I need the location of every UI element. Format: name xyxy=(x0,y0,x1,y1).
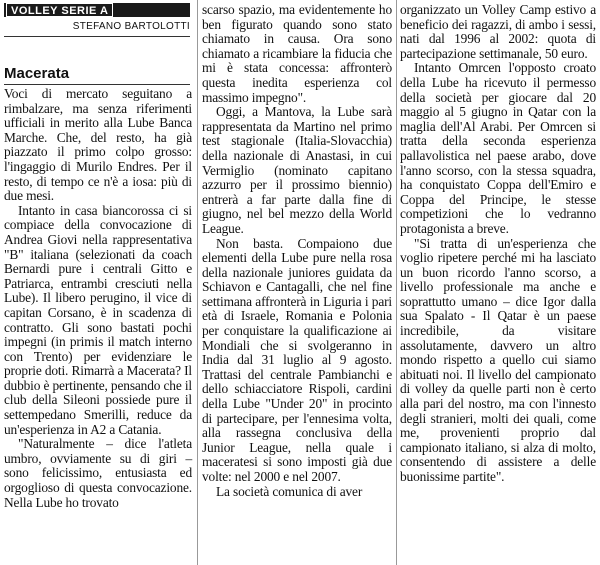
section-header-bar xyxy=(4,3,190,17)
column-1 xyxy=(4,87,192,510)
paragraph: organizzato un Volley Camp estivo a beneficio dei ragazzi, di ambo i sessi, nati dal 1996 al 2002: quota di partecipazione settimanale, 50 euro. xyxy=(400,2,596,61)
paragraph: Non basta. Compaiono due elementi della Lube pure nella rosa della nazionale juniores guidata da Schiavon e Cantagalli, che nel fine settimana affronterà in Liguria i pari età di Israele, Romania e Polonia per conquistare la qualificazione ai Mondiali che si svolgeranno in India dal 31 luglio al 9 agosto. Trattasi del centrale Pambianchi e dello schiacciatore Rispoli, cardini della Lube "Under 20" in procinto di partecipare, per l'ennesima volta, alla rassegna conclusiva della Junior League, nella quale i maceratesi si sono imposti già due volte: nel 2000 e nel 2007. xyxy=(202,235,392,484)
header-rule xyxy=(4,36,190,37)
column-divider xyxy=(396,0,397,565)
paragraph: Oggi, a Mantova, la Lube sarà rappresentata da Martino nel primo test stagionale (Italia-Slovacchia) della nazionale di Anastasi, in cui Vermiglio (nominato capitano azzurro per il prossimo biennio) entrerà a far parte dalla fine di giugno, nel bel mezzo della World League. xyxy=(202,104,392,236)
paragraph: "Si tratta di un'esperienza che voglio ripetere perché mi ha lasciato un buon ricordo l'anno scorso, a livello professionale ma anche e soprattutto umano – dice Igor dalla sua Spalato - Il Qatar è un paese incredibile, da visitare assolutamente, davvero un altro mondo rispetto a quello cui siamo abituati noi. Il livello del campionato di volley da quelle parti non è certo alla pari del nostro, ma con l'innesto degli stranieri, molti dei quali, come me, provenienti proprio dal campionato italiano, si alza di molto, consentendo di assistere a delle buonissime partite". xyxy=(400,235,596,484)
paragraph: Intanto Omrcen l'opposto croato della Lube ha ricevuto il permesso della società per giocare dal 20 maggio al 5 giugno in Qatar con la maglia dell'Al Arabi. Per Omrcen si tratta della seconda esperienza pallavolistica nel paese arabo, dove l'anno scorso, con la stessa squadra, ha conquistato Coppa dell'Emiro e Coppa del Principe, le stesse competizioni che lo vedranno protagonista a breve. xyxy=(400,60,596,236)
dateline-place: Macerata xyxy=(4,65,70,82)
column-2 xyxy=(202,3,392,499)
paragraph: Intanto in casa biancorossa ci si compiace della convocazione di Andrea Giovi nella rappresentativa "B" italiana (selezionati da coach Bernardi pure i centrali Gitto e Patriarca, entrambi cresciuti nella Lube). Il libero perugino, il vice di capitan Corsano, è in scadenza di contratto. Gli sono bastati pochi impegni (in primis il match interno con Trento) per evidenziare le proprie doti. Rimarrà a Macerata? Il dubbio è pertinente, pensando che il club della Sileoni possiede pure il settempedano Smerilli, reduce da un'esperienza in A2 a Catania. xyxy=(4,202,192,437)
paragraph: Voci di mercato seguitano a rimbalzare, ma senza riferimenti ufficiali in merito alla Lube Banca Marche. Che, del resto, ha già piazzato il primo colpo grosso: l'ingaggio di Murilo Endres. Per il resto, di tempo ce n'è a iosa: più di due mesi. xyxy=(4,86,192,204)
paragraph: La società comunica di aver xyxy=(216,483,363,499)
paragraph: "Naturalmente – dice l'atleta umbro, ovviamente su di giri – sono felicissimo, entusiasta ed orgoglioso di questa convocazione. Nella Lube ho trovato xyxy=(4,436,192,510)
paragraph: scarso spazio, ma evidentemente ho ben figurato quando sono stato chiamato in causa. Ora sono chiamato a ricambiare la fiducia che mi è stata concessa: affronterò questa inedita esperienza col massimo impegno". xyxy=(202,2,392,105)
section-tag: VOLLEY SERIE A xyxy=(6,3,113,17)
column-divider xyxy=(197,0,198,565)
column-3 xyxy=(400,3,596,485)
dateline-rule xyxy=(4,84,190,85)
byline: STEFANO BARTOLOTTI xyxy=(72,21,190,32)
